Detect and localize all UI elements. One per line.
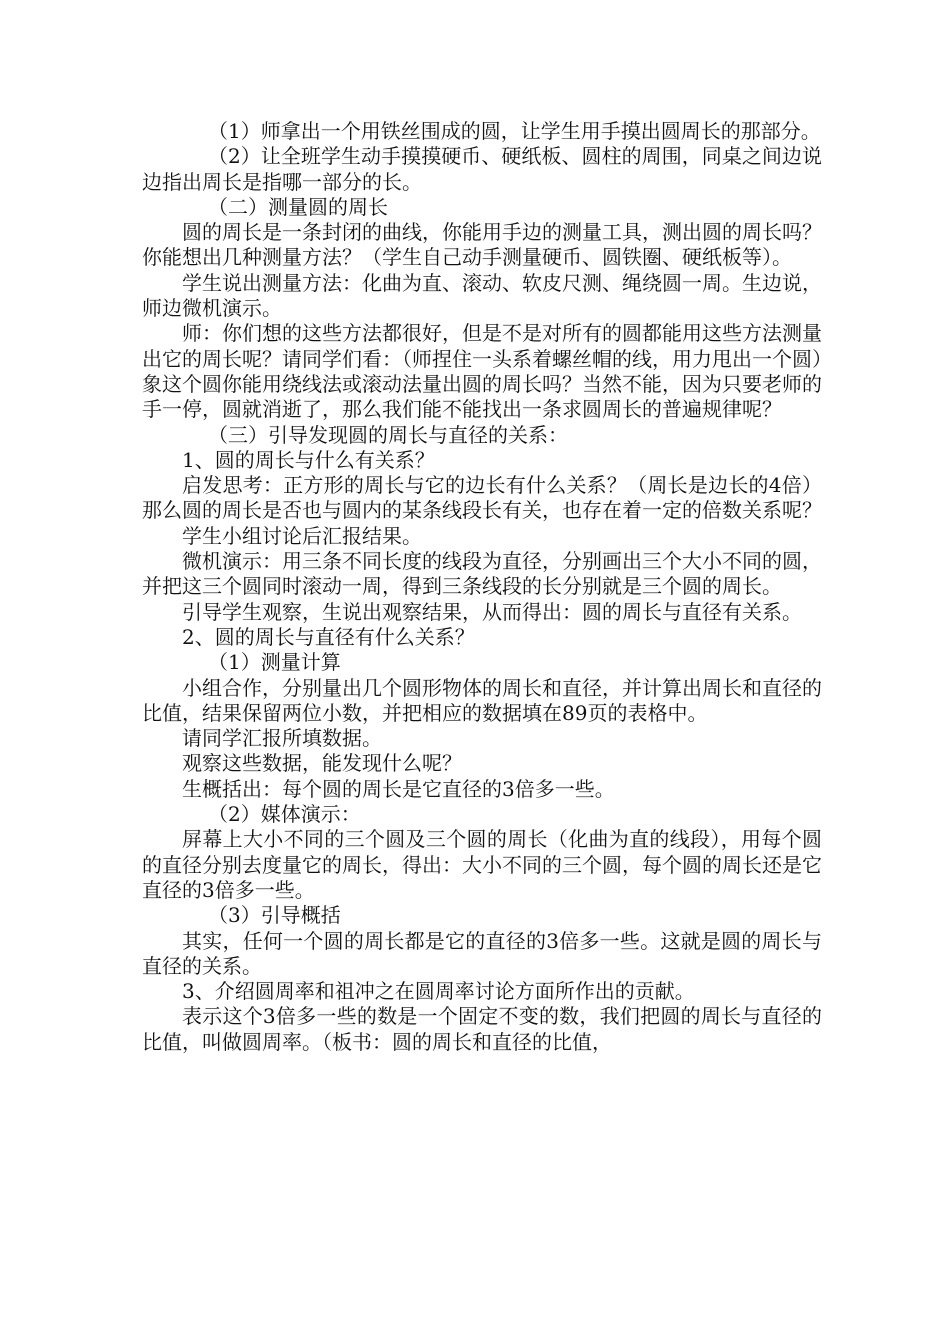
paragraph-13: 请同学汇报所填数据。 [182, 726, 382, 751]
paragraph-8: 学生小组讨论后汇报结果。 [182, 523, 422, 548]
subheading-measure-calc: （1）测量计算 [208, 650, 341, 675]
paragraph-3: 圆的周长是一条封闭的曲线，你能用手边的测量工具，测出圆的周长吗？你能想出几种测量方法？（学生自己动手测量硬币、圆铁圈、硬纸板等）。 [142, 220, 822, 270]
paragraph-19: 表示这个3倍多一些的数是一个固定不变的数，我们把圆的周长与直径的比值，叫做圆周率。（板书：圆的周长和直径的比值， [142, 1004, 822, 1054]
paragraph-10: 引导学生观察，生说出观察结果，从而得出：圆的周长与直径有关系。 [182, 599, 802, 624]
paragraph-18: 3、介绍圆周率和祖冲之在圆周率讨论方面所作出的贡献。 [182, 979, 695, 1004]
paragraph-12: 小组合作，分别量出几个圆形物体的周长和直径，并计算出周长和直径的比值，结果保留两位小数，并把相应的数据填在89页的表格中。 [142, 675, 822, 725]
paragraph-5: 师：你们想的这些方法都很好，但是不是对所有的圆都能用这些方法测量出它的周长呢？请同学们看：（师捏住一头系着螺丝帽的线，用力甩出一个圆）象这个圆你能用绕线法或滚动法量出圆的周长吗？当然不能，因为只要老师的手一停，圆就消逝了，那么我们能不能找出一条求圆周长的普遍规律呢？ [142, 321, 822, 422]
section-heading-measure: （二）测量圆的周长 [208, 194, 388, 219]
paragraph-7: 启发思考：正方形的周长与它的边长有什么关系？（周长是边长的4倍）那么圆的周长是否也与圆内的某条线段长有关，也存在着一定的倍数关系呢？ [142, 473, 822, 523]
paragraph-9: 微机演示：用三条不同长度的线段为直径，分别画出三个大小不同的圆，并把这三个圆同时滚动一周，得到三条线段的长分别就是三个圆的周长。 [142, 549, 822, 599]
paragraph-1: （1）师拿出一个用铁丝围成的圆，让学生用手摸出圆周长的那部分。 [208, 119, 821, 143]
paragraph-2: （2）让全班学生动手摸摸硬币、硬纸板、圆柱的周围，同桌之间边说边指出周长是指哪一部分的长。 [142, 144, 822, 194]
paragraph-15: 生概括出：每个圆的周长是它直径的3倍多一些。 [182, 776, 615, 801]
document-body [142, 119, 822, 1055]
subheading-summarize: （3）引导概括 [208, 903, 341, 928]
subheading-media-demo: （2）媒体演示： [208, 802, 361, 827]
paragraph-11: 2、圆的周长与直径有什么关系？ [182, 624, 475, 649]
paragraph-16: 屏幕上大小不同的三个圆及三个圆的周长（化曲为直的线段），用每个圆的直径分别去度量它的周长，得出：大小不同的三个圆，每个圆的周长还是它直径的3倍多一些。 [142, 827, 822, 902]
paragraph-17: 其实，任何一个圆的周长都是它的直径的3倍多一些。这就是圆的周长与直径的关系。 [142, 928, 822, 978]
paragraph-14: 观察这些数据，能发现什么呢？ [182, 751, 462, 776]
section-heading-relation: （三）引导发现圆的周长与直径的关系： [208, 422, 568, 447]
paragraph-6: 1、圆的周长与什么有关系？ [182, 447, 435, 472]
paragraph-4: 学生说出测量方法：化曲为直、滚动、软皮尺测、绳绕圆一周。生边说，师边微机演示。 [142, 270, 822, 321]
